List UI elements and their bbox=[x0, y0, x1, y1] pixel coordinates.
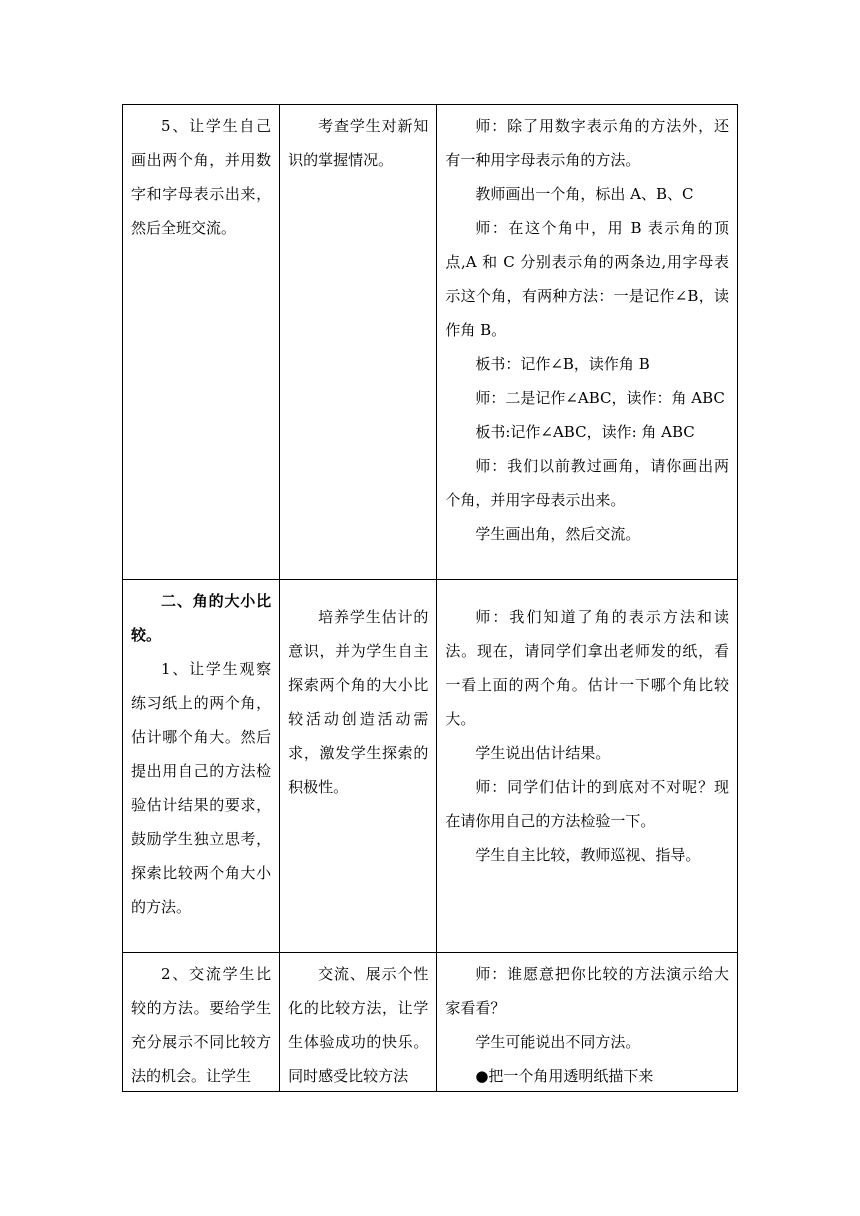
cell-paragraph: 教师画出一个角，标出 A、B、C bbox=[475, 185, 694, 203]
cell-paragraph: 板书:记作∠ABC，读作: 角 ABC bbox=[475, 423, 695, 441]
design-intent-cell bbox=[280, 105, 437, 580]
cell-paragraph: 师：同学们估计的到底对不对呢？现在请你用自己的方法检验一下。 bbox=[445, 778, 729, 830]
lesson-plan-table bbox=[122, 104, 738, 1092]
teaching-step-cell bbox=[123, 580, 280, 953]
cell-paragraph: 培养学生估计的意识，并为学生自主探索两个角的大小比较活动创造活动需求，激发学生探索的积极性。 bbox=[288, 608, 429, 796]
cell-paragraph: 师：我们知道了角的表示方法和读法。现在，请同学们拿出老师发的纸，看一看上面的两个角。估计一下哪个角比较大。 bbox=[445, 608, 729, 728]
teaching-process-cell bbox=[437, 953, 738, 1092]
cell-paragraph: 学生自主比较，教师巡视、指导。 bbox=[475, 846, 701, 864]
table-row bbox=[123, 953, 738, 1092]
design-intent-cell bbox=[280, 953, 437, 1092]
cell-paragraph: ●把一个角用透明纸描下来 bbox=[475, 1067, 654, 1085]
section-heading: 二、角的大小比较。 bbox=[131, 592, 272, 644]
cell-paragraph: 板书：记作∠B，读作角 B bbox=[475, 355, 650, 373]
teaching-step-cell bbox=[123, 105, 280, 580]
design-intent-cell bbox=[280, 580, 437, 953]
table-row bbox=[123, 580, 738, 953]
teaching-step-cell bbox=[123, 953, 280, 1092]
cell-paragraph: 2、交流学生比较的方法。要给学生充分展示不同比较方法的机会。让学生 bbox=[131, 965, 272, 1085]
cell-paragraph: 考查学生对新知识的掌握情况。 bbox=[288, 117, 429, 169]
cell-paragraph: 1、让学生观察练习纸上的两个角，估计哪个角大。然后提出用自己的方法检验估计结果的要求，鼓励学生独立思考，探索比较两个角大小的方法。 bbox=[131, 660, 272, 916]
cell-paragraph: 5、让学生自己画出两个角，并用数字和字母表示出来，然后全班交流。 bbox=[131, 117, 272, 237]
cell-paragraph: 学生画出角，然后交流。 bbox=[475, 525, 641, 543]
cell-paragraph: 师：二是记作∠ABC，读作：角 ABC bbox=[475, 389, 725, 407]
teaching-process-cell bbox=[437, 580, 738, 953]
table-row bbox=[123, 105, 738, 580]
cell-paragraph: 师：谁愿意把你比较的方法演示给大家看看？ bbox=[445, 965, 729, 1017]
cell-paragraph: 学生可能说出不同方法。 bbox=[475, 1033, 641, 1051]
teaching-process-cell bbox=[437, 105, 738, 580]
cell-paragraph: 师：除了用数字表示角的方法外，还有一种用字母表示角的方法。 bbox=[445, 117, 729, 169]
cell-paragraph: 交流、展示个性化的比较方法，让学生体验成功的快乐。同时感受比较方法 bbox=[288, 965, 429, 1085]
cell-paragraph: 学生说出估计结果。 bbox=[475, 744, 611, 762]
cell-paragraph: 师：我们以前教过画角，请你画出两个角，并用字母表示出来。 bbox=[445, 457, 729, 509]
cell-paragraph: 师：在这个角中，用 B 表示角的顶点,A 和 C 分别表示角的两条边,用字母表示这个角，有两种方法：一是记作∠B，读作角 B。 bbox=[445, 219, 729, 339]
